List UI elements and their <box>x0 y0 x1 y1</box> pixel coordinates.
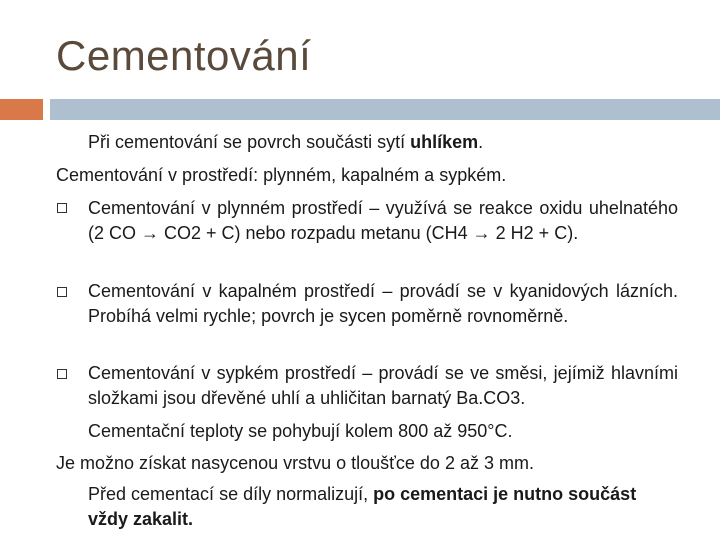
title-accent-bar <box>0 99 43 120</box>
final-paragraph <box>88 482 658 532</box>
temperature-line: Cementační teploty se pohybují kolem 800 až 950°C. <box>88 421 513 441</box>
final-bold: po cementaci je nutno součást vždy zakalit. <box>88 484 637 529</box>
intro-line <box>88 130 483 155</box>
slide-title: Cementování <box>56 32 312 79</box>
intro-text: Při cementování se povrch součásti sytí <box>88 132 411 152</box>
bullet-marker-1 <box>57 203 67 213</box>
intro-bold: uhlíkem <box>410 132 479 152</box>
bullet-marker-3 <box>57 369 67 379</box>
title-divider-bar <box>50 99 720 120</box>
bullet-solid: Cementování v sypkém prostředí – provádí se ve směsi, jejímiž hlavními složkami jsou dřevěné uhlí a uhličitan barnatý Ba.CO3. <box>88 363 678 408</box>
bullet-gas: Cementování v plynném prostředí – využívá se reakce oxidu uhelnatého (2 CO → CO2 + C) nebo rozpadu metanu (CH4 → 2 H2 + C). <box>88 198 678 243</box>
environments-line: Cementování v prostředí: plynném, kapalném a sypkém. <box>56 165 507 185</box>
bullet-marker-2 <box>57 287 67 297</box>
intro-end: . <box>478 132 484 152</box>
layer-line: Je možno získat nasycenou vrstvu o tloušťce do 2 až 3 mm. <box>56 453 534 473</box>
bullet-liquid: Cementování v kapalném prostředí – provádí se v kyanidových lázních. Probíhá velmi rychle; povrch je sycen poměrně rovnoměrně. <box>88 281 678 326</box>
final-text: Před cementací se díly normalizují, <box>88 484 374 504</box>
